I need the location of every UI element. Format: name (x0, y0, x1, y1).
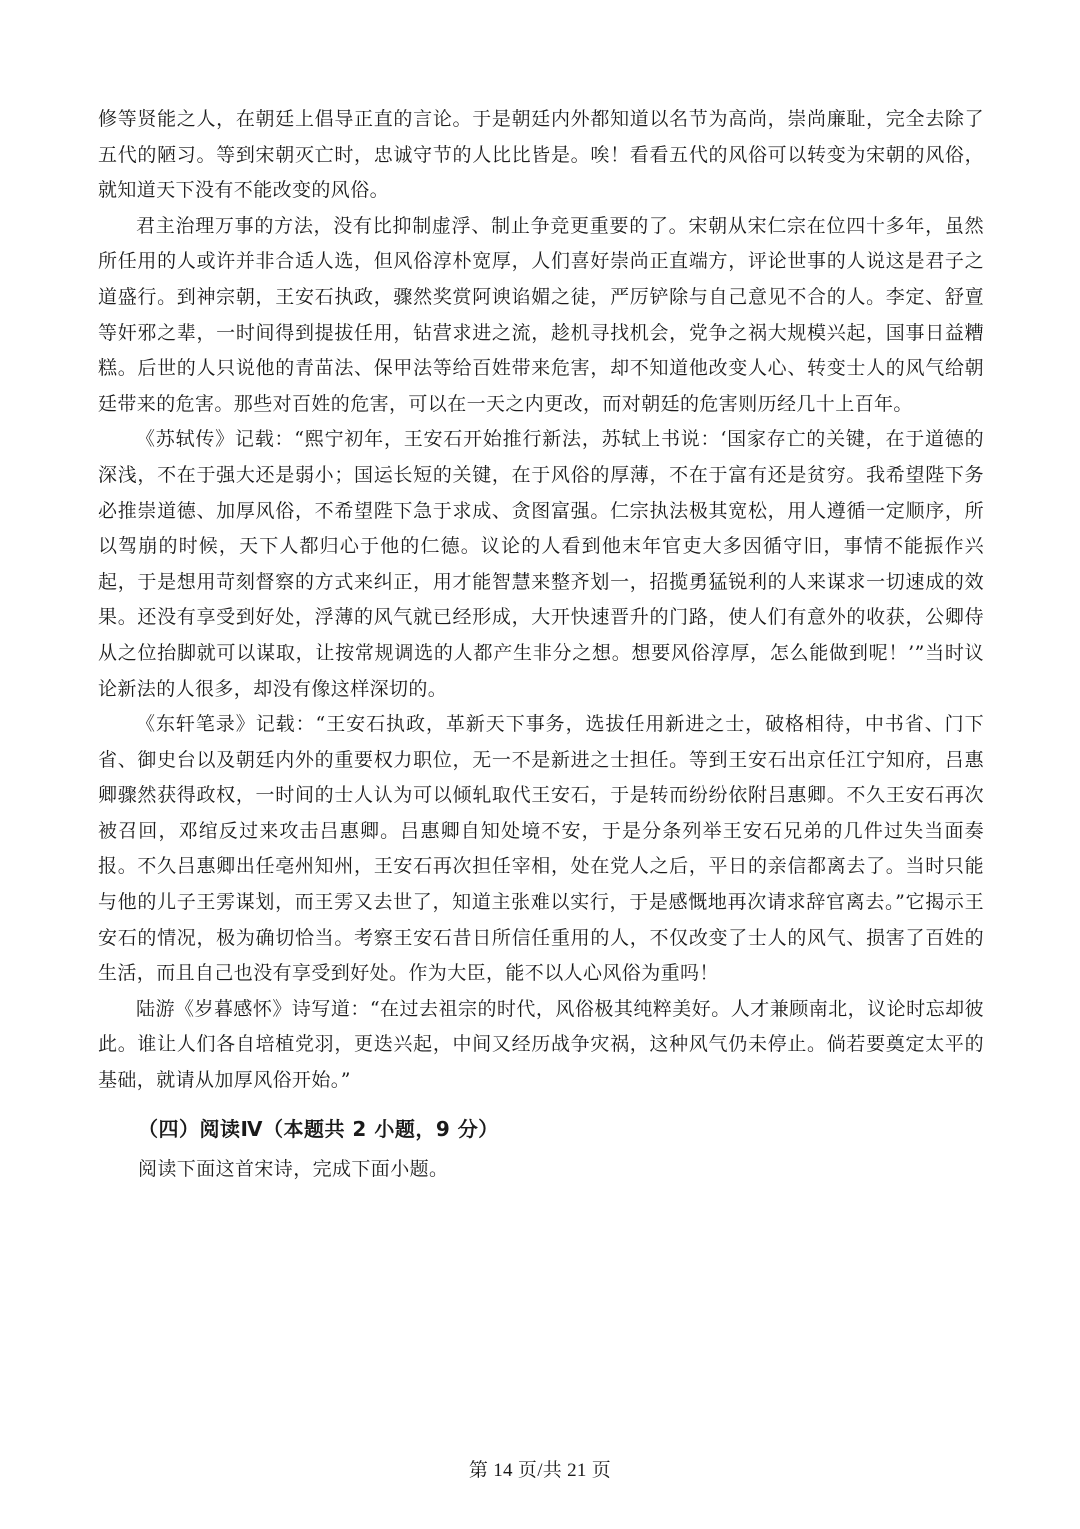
page-number-footer: 第 14 页/共 21 页 (468, 1460, 612, 1481)
section-heading: （四）阅读Ⅳ（本题共 2 小题，9 分） (138, 1116, 499, 1141)
paragraph-continuation: 修等贤能之人，在朝廷上倡导正直的言论。于是朝廷内外都知道以名节为高尚，崇尚廉耻，完全去除了五代的陋习。等到宋朝灭亡时，忠诚守节的人比比皆是。唉！看看五代的风俗可以转变为宋朝的风俗，就知道天下没有不能改变的风俗。 (98, 108, 984, 202)
paragraph-ruler-governance: 君主治理万事的方法，没有比抑制虚浮、制止争竞更重要的了。宋朝从宋仁宗在位四十多年，虽然所任用的人或许并非合适人选，但风俗淳朴宽厚，人们喜好崇尚正直端方，评论世事的人说这是君子之道盛行。到神宗朝，王安石执政，骤然奖赏阿谀谄媚之徒，严厉铲除与自己意见不合的人。李定、舒亶等奸邪之辈，一时间得到提拔任用，钻营求进之流，趁机寻找机会，党争之祸大规模兴起，国事日益糟糕。后世的人只说他的青苗法、保甲法等给百姓带来危害，却不知道他改变人心、转变士人的风气给朝廷带来的危害。那些对百姓的危害，可以在一天之内更改，而对朝廷的危害则历经几十上百年。 (98, 214, 984, 415)
paragraph-dongxuan-bilu: 《东轩笔录》记载：“王安石执政，革新天下事务，选拔任用新进之士，破格相待，中书省、门下省、御史台以及朝廷内外的重要权力职位，无一不是新进之士担任。等到王安石出京任江宁知府，吕惠卿骤然获得政权，一时间的士人认为可以倾轧取代王安石，于是转而纷纷依附吕惠卿。不久王安石再次被召回，邓绾反过来攻击吕惠卿。吕惠卿自知处境不安，于是分条列举王安石兄弟的几件过失当面奏报。不久吕惠卿出任亳州知州，王安石再次担任宰相，处在党人之后，平日的亲信都离去了。当时只能与他的儿子王雱谋划，而王雱又去世了，知道主张难以实行，于是感慨地再次请求辞官离去。”它揭示王安石的情况，极为确切恰当。考察王安石昔日所信任重用的人，不仅改变了士人的风气、损害了百姓的生活，而且自己也没有享受到好处。作为大臣，能不以人心风俗为重吗！ (98, 713, 984, 985)
paragraph-su-shi-biography: 《苏轼传》记载：“熙宁初年，王安石开始推行新法，苏轼上书说：‘国家存亡的关键，在于道德的深浅，不在于强大还是弱小；国运长短的关键，在于风俗的厚薄，不在于富有还是贫穷。我希望陛下务必推崇道德、加厚风俗，不希望陛下急于求成、贪图富强。仁宗执法极其宽松，用人遵循一定顺序，所以驾崩的时候，天下人都归心于他的仁德。议论的人看到他末年官吏大多因循守旧，事情不能振作兴起，于是想用苛刻督察的方式来纠正，用才能智慧来整齐划一，招揽勇猛锐利的人来谋求一切速成的效果。还没有享受到好处，浮薄的风气就已经形成，大开快速晋升的门路，使人们有意外的收获，公卿侍从之位抬脚就可以谋取，让按常规调选的人都产生非分之想。想要风俗淳厚，怎么能做到呢！’”当时议论新法的人很多，却没有像这样深切的。 (98, 428, 984, 700)
body-text (98, 102, 984, 1187)
paragraph-lu-you-poem: 陆游《岁暮感怀》诗写道：“在过去祖宗的时代，风俗极其纯粹美好。人才兼顾南北，议论时忘却彼此。谁让人们各自培植党羽，更迭兴起，中间又经历战争灾祸，这种风气仍未停止。倘若要奠定太平的基础，就请从加厚风俗开始。” (98, 997, 984, 1092)
section-instruction: 阅读下面这首宋诗，完成下面小题。 (138, 1157, 449, 1180)
